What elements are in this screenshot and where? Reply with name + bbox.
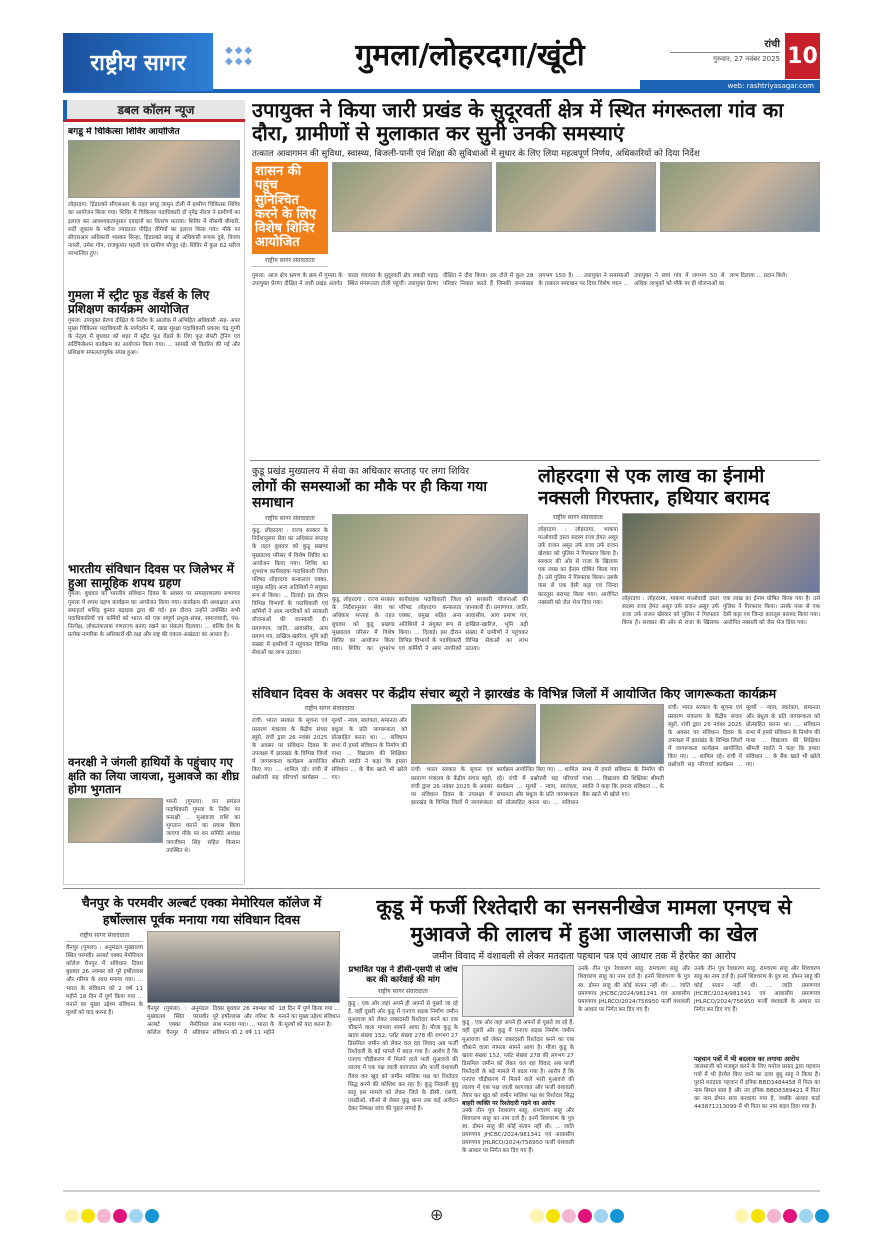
section-title: गुमला/लोहरदगा/खूंटी	[355, 38, 585, 73]
byline: राष्ट्रीय सागर संवाददाता	[252, 256, 328, 267]
lead-photo-1	[332, 162, 492, 232]
byline: राष्ट्रीय सागर संवाददाता	[252, 704, 407, 715]
byline: राष्ट्रीय सागर संवाददाता	[66, 931, 143, 942]
fraud-body-cont: कुडू : एक ओर जहां अपने ही अपनों से पूछते जा रहे हैं, वहीं दूसरी ओर कुडू में एनएच सड़क निर्माण जमीन मुआवजा को लेकर जबरदस्ती रिश्तेदार बनने का एक चौंकाने वाला मामला सामने आया है। मौजा कुडू के खाता संख्या 152, प्लॉट संख्या 278 की लगभग 27 डिसमिल जमीन को लेकर चल रहा विवाद अब फर्जी रिश्तेदारी के बड़े मामले में बदल गया है। आरोप है कि एनएच चौड़ीकरण में मिलने वाले भारी मुआवजे की लालच में एक पक्ष जाली कागजात और फर्जी वंशावली तैयार कर खुद को जमीन मालिक पक्ष का रिश्तेदार सिद्ध	[462, 1020, 574, 1099]
divider	[63, 1190, 820, 1192]
samvidhan-body-cont: रांची: भारत सरकार के सूचना एवं प्रसारण मंत्रालय के केंद्रीय संचार ब्यूरो, रांची द्वारा 26 नवंबर 2025 के अवसर पर संविधान दिवस के उपलक्ष्य में झारखंड के विभिन्न जिलों में जागरूकता कार्यक्रम आयोजित किए गए। ... शामिल रहे। रांची में प्रश्नोत्तरी सह परिचर्चा कार्यक्रम ... मूल्यों - न्याय, स्वतंत्रता, समानता और बंधुत्व के प्रति जागरूकता को प्रोत्साहित करना था। ... सविधान सभा में हमारे संविधान के निर्माण की गाथा ... विद्यालय की शिक्षिका श्रीमती स्वाति ने कहा कि हमारा संविधान ... के बैंक खाते भी खोले गए।	[411, 767, 664, 806]
samvidhan-body-cont2: रांची: भारत सरकार के सूचना एवं प्रसारण मंत्रालय के केंद्रीय संचार ब्यूरो, रांची द्वारा 26 नवंबर 2025 के अवसर पर संविधान दिवस के उपलक्ष्य में झारखंड के विभिन्न जिलों में जागरूकता कार्यक्रम आयोजित किए गए। ... शामिल रहे। रांची में प्रश्नोत्तरी सह परिचर्चा कार्यक्रम ... मूल्यों - न्याय, स्वतंत्रता, समानता और बंधुत्व के प्रति जागरूकता को प्रोत्साहित करना था। ... सविधान सभा में हमारे संविधान के निर्माण की गाथा ... विद्यालय की शिक्षिका श्रीमती स्वाति ने कहा कि हमारा संविधान ... के बैंक खाते भी खोले गए।	[668, 705, 820, 769]
left-stories	[68, 127, 240, 882]
chainpur-body: चैनपुर (गुमला) : अनुमंडल मुख्यालय स्थित परमवीर अल्बर्ट एक्का मेमोरियल कॉलेज चैनपुर में संविधान दिवस बुधवार 26 नवम्बर को पूरे हर्षोल्लास और गरिमा के साथ मनाया गया। ... भारत के संविधान को 2 वर्ष 11 महीने 18 दिन में पूर्ण किया गया ... मनाने का मुख्य उद्देश्य संविधान के मूल्यों को याद करना है।	[66, 945, 143, 1016]
decorative-dots-icon: ◆◆◆ ◆◆◆	[225, 45, 255, 67]
fraud-subheadline: जमीन विवाद में वंशावली से लेकर मतदाता पहचान पत्र एवं आधार तक में हेरफेर का आरोप	[432, 951, 736, 963]
color-registration-marks	[530, 1208, 626, 1227]
lohardaga-headline: लोहरदगा से एक लाख का ईनामी नक्सली गिरफ्तार, हथियार बरामद	[538, 466, 770, 509]
fraud-headline: कूडू में फर्जी रिश्तेदारी का सनसनीखेज मामला एनएच से मुआवजे की लालच में हुआ जालसाजी का खेल	[376, 895, 792, 946]
chainpur-body-cont: चैनपुर (गुमला) : अनुमंडल मुख्यालय स्थित परमवीर अल्बर्ट एक्का मेमोरियल कॉलेज चैनपुर में संविधान दिवस बुधवार 26 नवम्बर को पूरे हर्षोल्लास और गरिमा के साथ मनाया गया। ... भारत के संविधान को 2 वर्ष 11 महीने 18 दिन में पूर्ण किया गया ... मनाने का मुख्य उद्देश्य संविधान के मूल्यों को याद करना है।	[147, 1006, 340, 1037]
arrest-photo	[622, 513, 820, 593]
story-headline: वनरक्षी ने जंगली हाथियों के पहुंचाए गए क्षति का लिया जायजा, मुआवजे का शीघ्र होगा भुगतान	[68, 755, 240, 796]
samvidhan-photo-1	[411, 704, 536, 764]
color-registration-marks	[65, 1208, 161, 1227]
fraud-body-cont: जालसाजी को मजबूत करने के लिए मनोज प्रसाद द्वारा पहचान पत्रों में भी हेरफेर किए जाने का दावा बुधु साहू ने किया है। पुराने मतदाता पहचान में इपिक BBD3484458 में पिता का नाम बिमल साव है और नए इपिक BBD8389421 में पिता का नाम डोमन साव करवाया गया है, जबकि आधार कार्ड 443871213099 में भी पिता का नाम बदल दिया गया है।	[694, 1063, 820, 1111]
fraud-side-headline: प्रभावित पक्ष ने डीसी-एसपी से जांच कर की कार्रवाई की मांग	[348, 965, 458, 984]
story-headline: गुमला में स्ट्रीट फूड वेंडर्स के लिए प्रशिक्षण कार्यक्रम आयोजित	[68, 288, 210, 317]
byline: राष्ट्रीय सागर संवाददाता	[348, 987, 458, 998]
divider	[63, 888, 820, 889]
lead-highlight-box: शासन की पहुंच सुनिश्चित करने के लिए विशेष शिविर आयोजित	[252, 162, 328, 254]
kudu-body: कुडू, लोहरदगा : राज्य सरकार के निर्देशानुसार सेवा का अधिकार सप्ताह के तहत बुधवार को कुडू प्रखण्ड मुख्यालय परिसर में विशेष शिविर का आयोजन किया गया। शिविर का शुभारंभ कार्यवाहक पदाधिकारी जिला परिषद लोहरदगा कन्कलता एक्का, प्रमुख सहित अन्य अतिथियों ने संयुक्त रूप से किया। ... दिलाई। इस दौरान विभिन्न विभागों के पदाधिकारी एवं कर्मियों ने आम नागरिकों को सरकारी योजनाओं की जानकारी दी। प्रमाणपत्र, जाति, आवासीय, आय प्रमाण पत्र, दाखिल-खारिज, भूमि बड़ी संख्या में ग्रामीणों ने पहुंचकर विभिन्न सेवाओं का लाभ उठाया।	[252, 528, 328, 656]
crosshair-icon: ⊕	[430, 1205, 444, 1224]
kudu-kicker: कुडू प्रखंड मुख्यालय में सेवा का अधिकार सप्ताह पर लगा शिविर	[252, 466, 470, 477]
edition-date: गुरुवार, 27 नवंबर 2025	[670, 52, 780, 64]
story-headline: भारतीय संविधान दिवस पर जिलेभर में हुआ सामूहिक शपथ ग्रहण	[68, 561, 234, 590]
lead-story	[252, 99, 820, 457]
fraud-body2: उनके तीन पुत्र रेवधारण साहू, रामचरण साहू और शिवचरण साहू का नाम दर्ज है। इनमें शिवचरण के पुत्र स्व. डोमन साहू की कोई संतान नहीं थी। ... जाति प्रमाणपत्र JHCBC/2024/981341 एवं आवासीय प्रमाणपत्र JHLRCO/2024/756950 फर्जी वंशावली के आधार पर निर्गत कर दिए गए हैं।	[578, 966, 690, 1013]
inline-heading: पहचान पत्रों में भी बदलाव का लगाया आरोप	[694, 1054, 799, 1063]
lead-body: गुमला: आज क्षेत्र भ्रमण के क्रम में गुमला के उपायुक्त प्रेरणा दीक्षित ने जारी प्रखंड अंतर्गत जरडा पंचायत के सुदूरवर्ती क्षेत्र लकड़ी पहाड़ स्थित मंगरूतला टोली पहुंचीं। उपायुक्त प्रेरणा दीक्षित ने दौरा किया। इस टोले में कुल 28 परिवार निवास करते हैं जिनकी जनसंख्या लगभग 150 है। ... उपायुक्त ने समस्याओं के तत्काल समाधान पर दिया विशेष ध्यान ... उपायुक्त ने स्वयं गांव में लगभग 50 से अधिक लाभुकों को मौके पर ही योजनाओं का लाभ दिलाया ... प्रदान किये।	[252, 272, 788, 287]
samvidhan-headline: संविधान दिवस के अवसर पर केंद्रीय संचार ब्यूरो ने झारखंड के विभिन्न जिलों में आयोजित किए जागरूकता कार्यक्रम	[252, 687, 777, 701]
document-photo	[462, 965, 574, 1017]
inline-heading: बाहरी व्यक्ति पर रिश्तेदारी गढ़ने का आरोप	[462, 1099, 555, 1107]
byline: राष्ट्रीय सागर संवाददाता	[538, 513, 618, 524]
lead-subheadline: तत्काल आवागमन की सुविधा, स्वास्थ्य, बिजली-पानी एवं शिक्षा की सुविधाओं में सुधार के लिए लिया महत्वपूर्ण निर्णय, अधिकारियों को दिया निर्देश	[252, 149, 700, 159]
lohardaga-body-cont: लोहरदगा : लोहरदगा, भाकपा माओवादी दस्ता सदस्य राजा हेमंत असुर उर्फ राजन असुर उर्फ राजा उर्फ राजन खेरवार को पुलिस ने गिरफ्तार किया है। सरकार की ओर से राजा के खिलाफ एक लाख का ईनाम घोषित किया गया है। उसे पुलिस ने गिरफ्तार किया। उसके पास से एक देसी कट्टा एवं जिन्दा कारतूस बरामद किया गया। आरोपित नक्सली को जेल भेज दिया गया।	[622, 595, 820, 627]
lohardaga-body: लोहरदगा : लोहरदगा, भाकपा माओवादी दस्ता सदस्य राजा हेमंत असुर उर्फ राजन असुर उर्फ राजा उर्फ राजन खेरवार को पुलिस ने गिरफ्तार किया है। सरकार की ओर से राजा के खिलाफ एक लाख का ईनाम घोषित किया गया है। उसे पुलिस ने गिरफ्तार किया। उसके पास से एक देसी कट्टा एवं जिन्दा कारतूस बरामद किया गया। आरोपित नक्सली को जेल भेज दिया गया।	[538, 526, 618, 606]
kudu-headline: लोगों की समस्याओं का मौके पर ही किया गया समाधान	[252, 479, 487, 512]
samvidhan-body: रांची: भारत सरकार के सूचना एवं प्रसारण मंत्रालय के केंद्रीय संचार ब्यूरो, रांची द्वारा 26 नवंबर 2025 के अवसर पर संविधान दिवस के उपलक्ष्य में झारखंड के विभिन्न जिलों में जागरूकता कार्यक्रम आयोजित किए गए। ... शामिल रहे। रांची में प्रश्नोत्तरी सह परिचर्चा कार्यक्रम ... मूल्यों - न्याय, स्वतंत्रता, समानता और बंधुत्व के प्रति जागरूकता को प्रोत्साहित करना था। ... सविधान सभा में हमारे संविधान के निर्माण की गाथा ... विद्यालय की शिक्षिका श्रीमती स्वाति ने कहा कि हमारा संविधान ... के बैंक खाते भी खोले गए।	[252, 718, 407, 782]
college-photo	[147, 931, 340, 1003]
website-link[interactable]: web: rashtriyasagar.com	[640, 80, 820, 93]
lead-photo-2	[496, 162, 656, 232]
samvidhan-photo-2	[540, 704, 665, 764]
story-body: गुमला: बुधवार को भारतीय संविधान दिवस के अवसर पर समाहरणालय सभागार गुमला में शपथ ग्रहण कार्यक्रम का आयोजन किया गया। कार्यक्रम की अध्यक्षता अपर समाहर्ता शशिंद्र कुमार बड़ाइक द्वारा की गई। इस दौरान उन्होंने उपस्थित सभी पदाधिकारियों एवं कर्मियों को भारत को एक संपूर्ण प्रभुत्व-संपन्न, समाजवादी, पंथ-निरपेक्ष, लोकतंत्रात्मक गणराज्य बनाए रखने का संकल्प दिलाया। ... बल्कि देश के प्रत्येक नागरिक के अधिकारों की रक्षा और राष्ट्र की एकता-अखंडता का आधार है।	[68, 591, 240, 638]
fraud-body-cont: उनके तीन पुत्र रेवधारण साहू, रामचरण साहू और शिवचरण साहू का नाम दर्ज है। इनमें शिवचरण के पुत्र स्व. डोमन साहू की कोई संतान नहीं थी। ... जाति प्रमाणपत्र JHCBC/2024/981341 एवं आवासीय प्रमाणपत्र JHLRCO/2024/756950 फर्जी वंशावली के आधार पर निर्गत कर दिए गए हैं।	[462, 1107, 574, 1155]
kudu-body-cont: कुडू, लोहरदगा : राज्य सरकार के निर्देशानुसार सेवा का अधिकार सप्ताह के तहत बुधवार को कुडू प्रखण्ड मुख्यालय परिसर में विशेष शिविर का आयोजन किया गया। शिविर का शुभारंभ कार्यवाहक पदाधिकारी जिला परिषद लोहरदगा कन्कलता एक्का, प्रमुख सहित अन्य अतिथियों ने संयुक्त रूप से किया। ... दिलाई। इस दौरान विभिन्न विभागों के पदाधिकारी एवं कर्मियों ने आम नागरिकों को सरकारी योजनाओं की जानकारी दी। प्रमाणपत्र, जाति, आवासीय, आय प्रमाण पत्र, दाखिल-खारिज, भूमि बड़ी संख्या में ग्रामीणों ने पहुंचकर विभिन्न सेवाओं का लाभ उठाया।	[332, 597, 528, 652]
story-body: लोहरदगा: हिंडाल्को सीएसआर के तहत बगडू जामुन टोली में ग्रामीण चिकित्सा शिविर का आयोजन किया गया। शिविर में चिकित्सा पदाधिकारी डॉ नृपेंद्र नीरज ने ग्रामीणों का इलाज कर आवश्यकतानुसार दवाइयों का वितरण कराया। शिविर में मौसमी बीमारी, सर्दी जुकाम के मरीज ज्यादातर पीड़ित रोगियों का इलाज किया गया। मौके पर सीएसआर अधिकारी भास्कर सिन्हा, हिंडाल्को बगडू से अधिकारी रूपक दुबे, विजय नायरी, उमेश गोप, राजकुमार महली एवं ग्रामीण मौजूद रहे। शिविर में कुल 62 मरीज लाभान्वित हुए।	[68, 202, 240, 257]
column-title: डबल कॉलम न्यूज	[63, 100, 245, 122]
lead-headline: उपायुक्त ने किया जारी प्रखंड के सुदूरवर्ती क्षेत्र में स्थित मंगरूतला गांव का दौरा, ग्रामीणों से मुलाकात कर सुनी उनकी समस्याएं	[252, 99, 784, 145]
chainpur-story	[63, 894, 340, 1186]
story-body: गुमला: उपायुक्त प्रेरणा दीक्षित के निर्देश के आलोक में अभिहित अधिकारी -सह- अपर मुख्य चिकित्सा पदाधिकारी के मार्गदर्शन में, खाद्य सुरक्षा पदाधिकारी प्रकाश चंद्र गुग्गी के नेतृत्व में बुधवार को शहर में स्ट्रीट फूड वेंडर्स के लिए फूड सेफ्टी ट्रेनिंग एवं सर्टिफिकेशन कार्यक्रम का आयोजन किया गया। ... सामग्री भी वितरित की गई और प्रशिक्षण सफलतापूर्वक संपन्न हुआ।	[68, 317, 240, 357]
chainpur-headline: चैनपुर के परमवीर अल्बर्ट एक्का मेमोरियल कॉलेज में हर्षोल्लास पूर्वक मनाया गया संविधान दिवस	[81, 895, 322, 927]
byline: राष्ट्रीय सागर संवाददाता	[252, 514, 328, 525]
kudu-story	[252, 464, 528, 682]
page-number: 10	[785, 33, 820, 79]
fraud-body: कुडू : एक ओर जहां अपने ही अपनों से पूछते जा रहे हैं, वहीं दूसरी ओर कुडू में एनएच सड़क निर्माण जमीन मुआवजा को लेकर जबरदस्ती रिश्तेदार बनने का एक चौंकाने वाला मामला सामने आया है। मौजा कुडू के खाता संख्या 152, प्लॉट संख्या 278 की लगभग 27 डिसमिल जमीन को लेकर चल रहा विवाद अब फर्जी रिश्तेदारी के बड़े मामले में बदल गया है। आरोप है कि एनएच चौड़ीकरण में मिलने वाले भारी मुआवजे की लालच में एक पक्ष जाली कागजात और फर्जी वंशावली तैयार कर खुद को जमीन मालिक पक्ष का रिश्तेदार सिद्ध करने की कोशिश कर रहा है। कुडू निवासी बुधु साहू इस मामले को लेकर जिले के डीसी, एसपी, एसडीओ, सीओ से लेकर कुडू थाना तक कई आवेदन देकर निष्पक्ष जांच की गुहार लगाई है।	[348, 1000, 458, 1113]
lead-photo-3	[660, 162, 820, 232]
camp-photo	[68, 140, 240, 198]
kudu-camp-photo	[332, 514, 528, 594]
story-body: भरनो (गुमला): वन प्रमंडल पदाधिकारी गुमला के निर्देश पर वनरक्षी ... मुआवजा राशि का भुगतान कराने का प्रयास किया जाएगा मौके पर वन समिति अध्यक्ष जगजीवन सिंह सहित किसान उपस्थित थे।	[166, 799, 240, 854]
samvidhan-story	[252, 687, 820, 884]
story-headline: बगडू में चिकित्सा शिविर आयोजित	[68, 127, 180, 137]
divider	[250, 460, 820, 461]
fraud-story	[348, 894, 820, 1186]
edition-city: रांची	[764, 39, 780, 50]
fraud-body-cont: उनके तीन पुत्र रेवधारण साहू, रामचरण साहू और शिवचरण साहू का नाम दर्ज है। इनमें शिवचरण के पुत्र स्व. डोमन साहू की कोई संतान नहीं थी। ... जाति प्रमाणपत्र JHCBC/2024/981341 एवं आवासीय प्रमाणपत्र JHLRCO/2024/756950 फर्जी वंशावली के आधार पर निर्गत कर दिए गए हैं।	[694, 966, 820, 1013]
elephant-damage-photo	[68, 798, 163, 843]
lohardaga-story	[538, 466, 820, 682]
color-registration-marks	[735, 1208, 831, 1227]
newspaper-logo: राष्ट्रीय सागर	[63, 33, 213, 91]
